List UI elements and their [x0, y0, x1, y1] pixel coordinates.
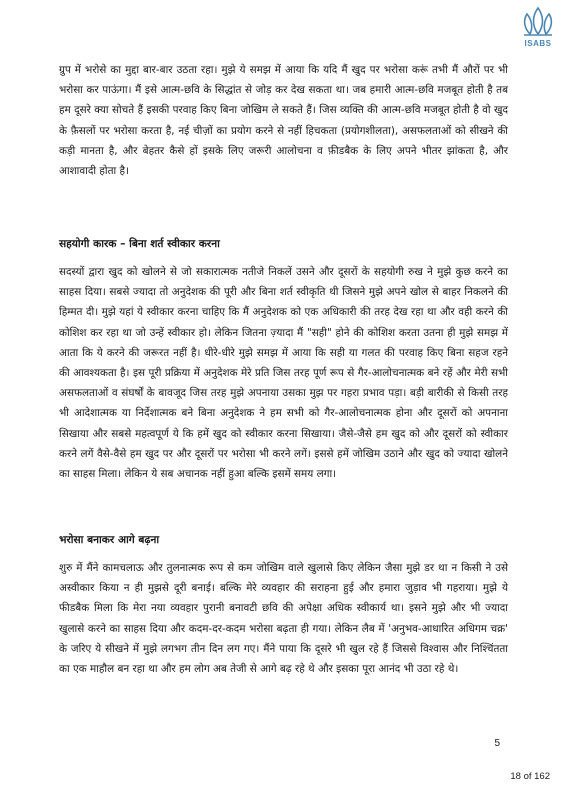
isabs-logo [516, 4, 560, 50]
page-count: 18 of 162 [510, 771, 550, 782]
section-heading-cooperative-factor: सहयोगी कारक – बिना शर्त स्वीकार करना [59, 238, 220, 250]
page-number: 5 [494, 738, 500, 749]
logo-text: ISABS [524, 39, 552, 48]
section-heading-building-trust: भरोसा बनाकर आगे बढ़ना [59, 534, 160, 546]
section2-paragraph: शुरु में मैंने कामचलाऊ और तुलनात्मक रूप से कम जोखिम वाले खुलासे किए लेकिन जैसा मुझे डर था न किसी ने उसे अस्वीकार किया न ही मुझसे दूरी बनाई। बल्कि मेरे व्यवहार की सराहना हुई और हमारा जुड़ाव भी गहराया। मुझे ये फीडबैक मिला कि मेरा नया व्यवहार पुरानी बनावटी छवि की अपेक्षा अधिक स्वीकार्य था। इसने मुझे और भी ज्यादा खुलासे करने का साहस दिया और कदम-दर-कदम भरोसा बढ़ता ही गया। लेकिन लैब में 'अनुभव-आधारित अधिगम चक्र' के जरिए ये सीखने में मुझे लगभग तीन दिन लग गए। मैंने पाया कि दूसरे भी खुल रहे हैं जिससे विश्वास और निश्चिंतता का एक माहौल बन रहा था और हम लोग अब तेजी से आगे बढ़ रहे थे और इसका पूरा आनंद भी उठा रहे थे। [59, 562, 508, 676]
intro-paragraph: ग्रुप में भरोसे का मुद्दा बार-बार उठता रहा। मुझे ये समझ में आया कि यदि मैं खुद पर भरोसा करूं तभी मैं औरों पर भी भरोसा कर पाऊंगा। मैं इसे आत्म-छवि के सिद्धांत से जोड़ कर देख सकता था। जब हमारी आत्म-छवि मजबूत होती है तब हम दूसरे क्या सोचते हैं इसकी परवाह किए बिना जोखिम ले सकते हैं। जिस व्यक्ति की आत्म-छवि मजबूत होती है वो खुद के फ़ैसलों पर भरोसा करता है, नई चीज़ों का प्रयोग करने से नहीं हिचकता (प्रयोगशीलता), असफलताओं को सीखने की कड़ी मानता है, और बेहतर कैसे हों इसके लिए जरूरी आलोचना व फ़ीडबैक के लिए अपने भीतर झांकता है, और आशावादी होता है। [59, 64, 508, 178]
lotus-logo-icon [518, 4, 558, 38]
section1-paragraph: सदस्यों द्वारा खुद को खोलने से जो सकारात्मक नतीजे निकलें उसने और दूसरों के सहयोगी रुख ने मुझे कुछ करने का साहस दिया। सबसे ज्यादा तो अनुदेशक की पूरी और बिना शर्त स्वीकृति थी जिसने मुझे अपने खोल से बाहर निकलने की हिम्मत दी। मुझे यहां ये स्वीकार करना चाहिए कि मैं अनुदेशक को एक अधिकारी की तरह देख रहा था और वही करने की कोशिश कर रहा था जो उन्हें स्वीकार हो। लेकिन जितना ज़्यादा मैं "सही" होने की कोशिश करता उतना ही मुझे समझ में आता कि ये करने की जरूरत नहीं है। धीरे-धीरे मुझे समझ में आया कि सही या गलत की परवाह किए बिना सहज रहने की आवश्यकता है। इस पूरी प्रक्रिया में अनुदेशक मेरे प्रति जिस तरह पूर्ण रूप से गैर-आलोचनात्मक बने रहें और मेरी सभी असफलताओं व संघर्षों के बावजूद जिस तरह मुझे अपनाया उसका मुझ पर गहरा प्रभाव पड़ा। बड़ी बारीकी से किसी तरह भी आदेशात्मक या निर्देशात्मक बने बिना अनुदेशक ने हम सभी को गैर-आलोचनात्मक होना और दूसरों को अपनाना सिखाया और सबसे महत्वपूर्ण ये कि हमें खुद को स्वीकार करना सिखाया। जैसे-जैसे हम खुद को और दूसरों को स्वीकार करने लगें वैसे-वैसे हम खुद पर और दूसरों पर भरोसा भी करने लगें। इससे हमें जोखिम उठाने और खुद को ज्यादा खोलने का साहस मिला। लेकिन ये सब अचानक नहीं हुआ बल्कि इसमें समय लगा। [59, 266, 508, 481]
